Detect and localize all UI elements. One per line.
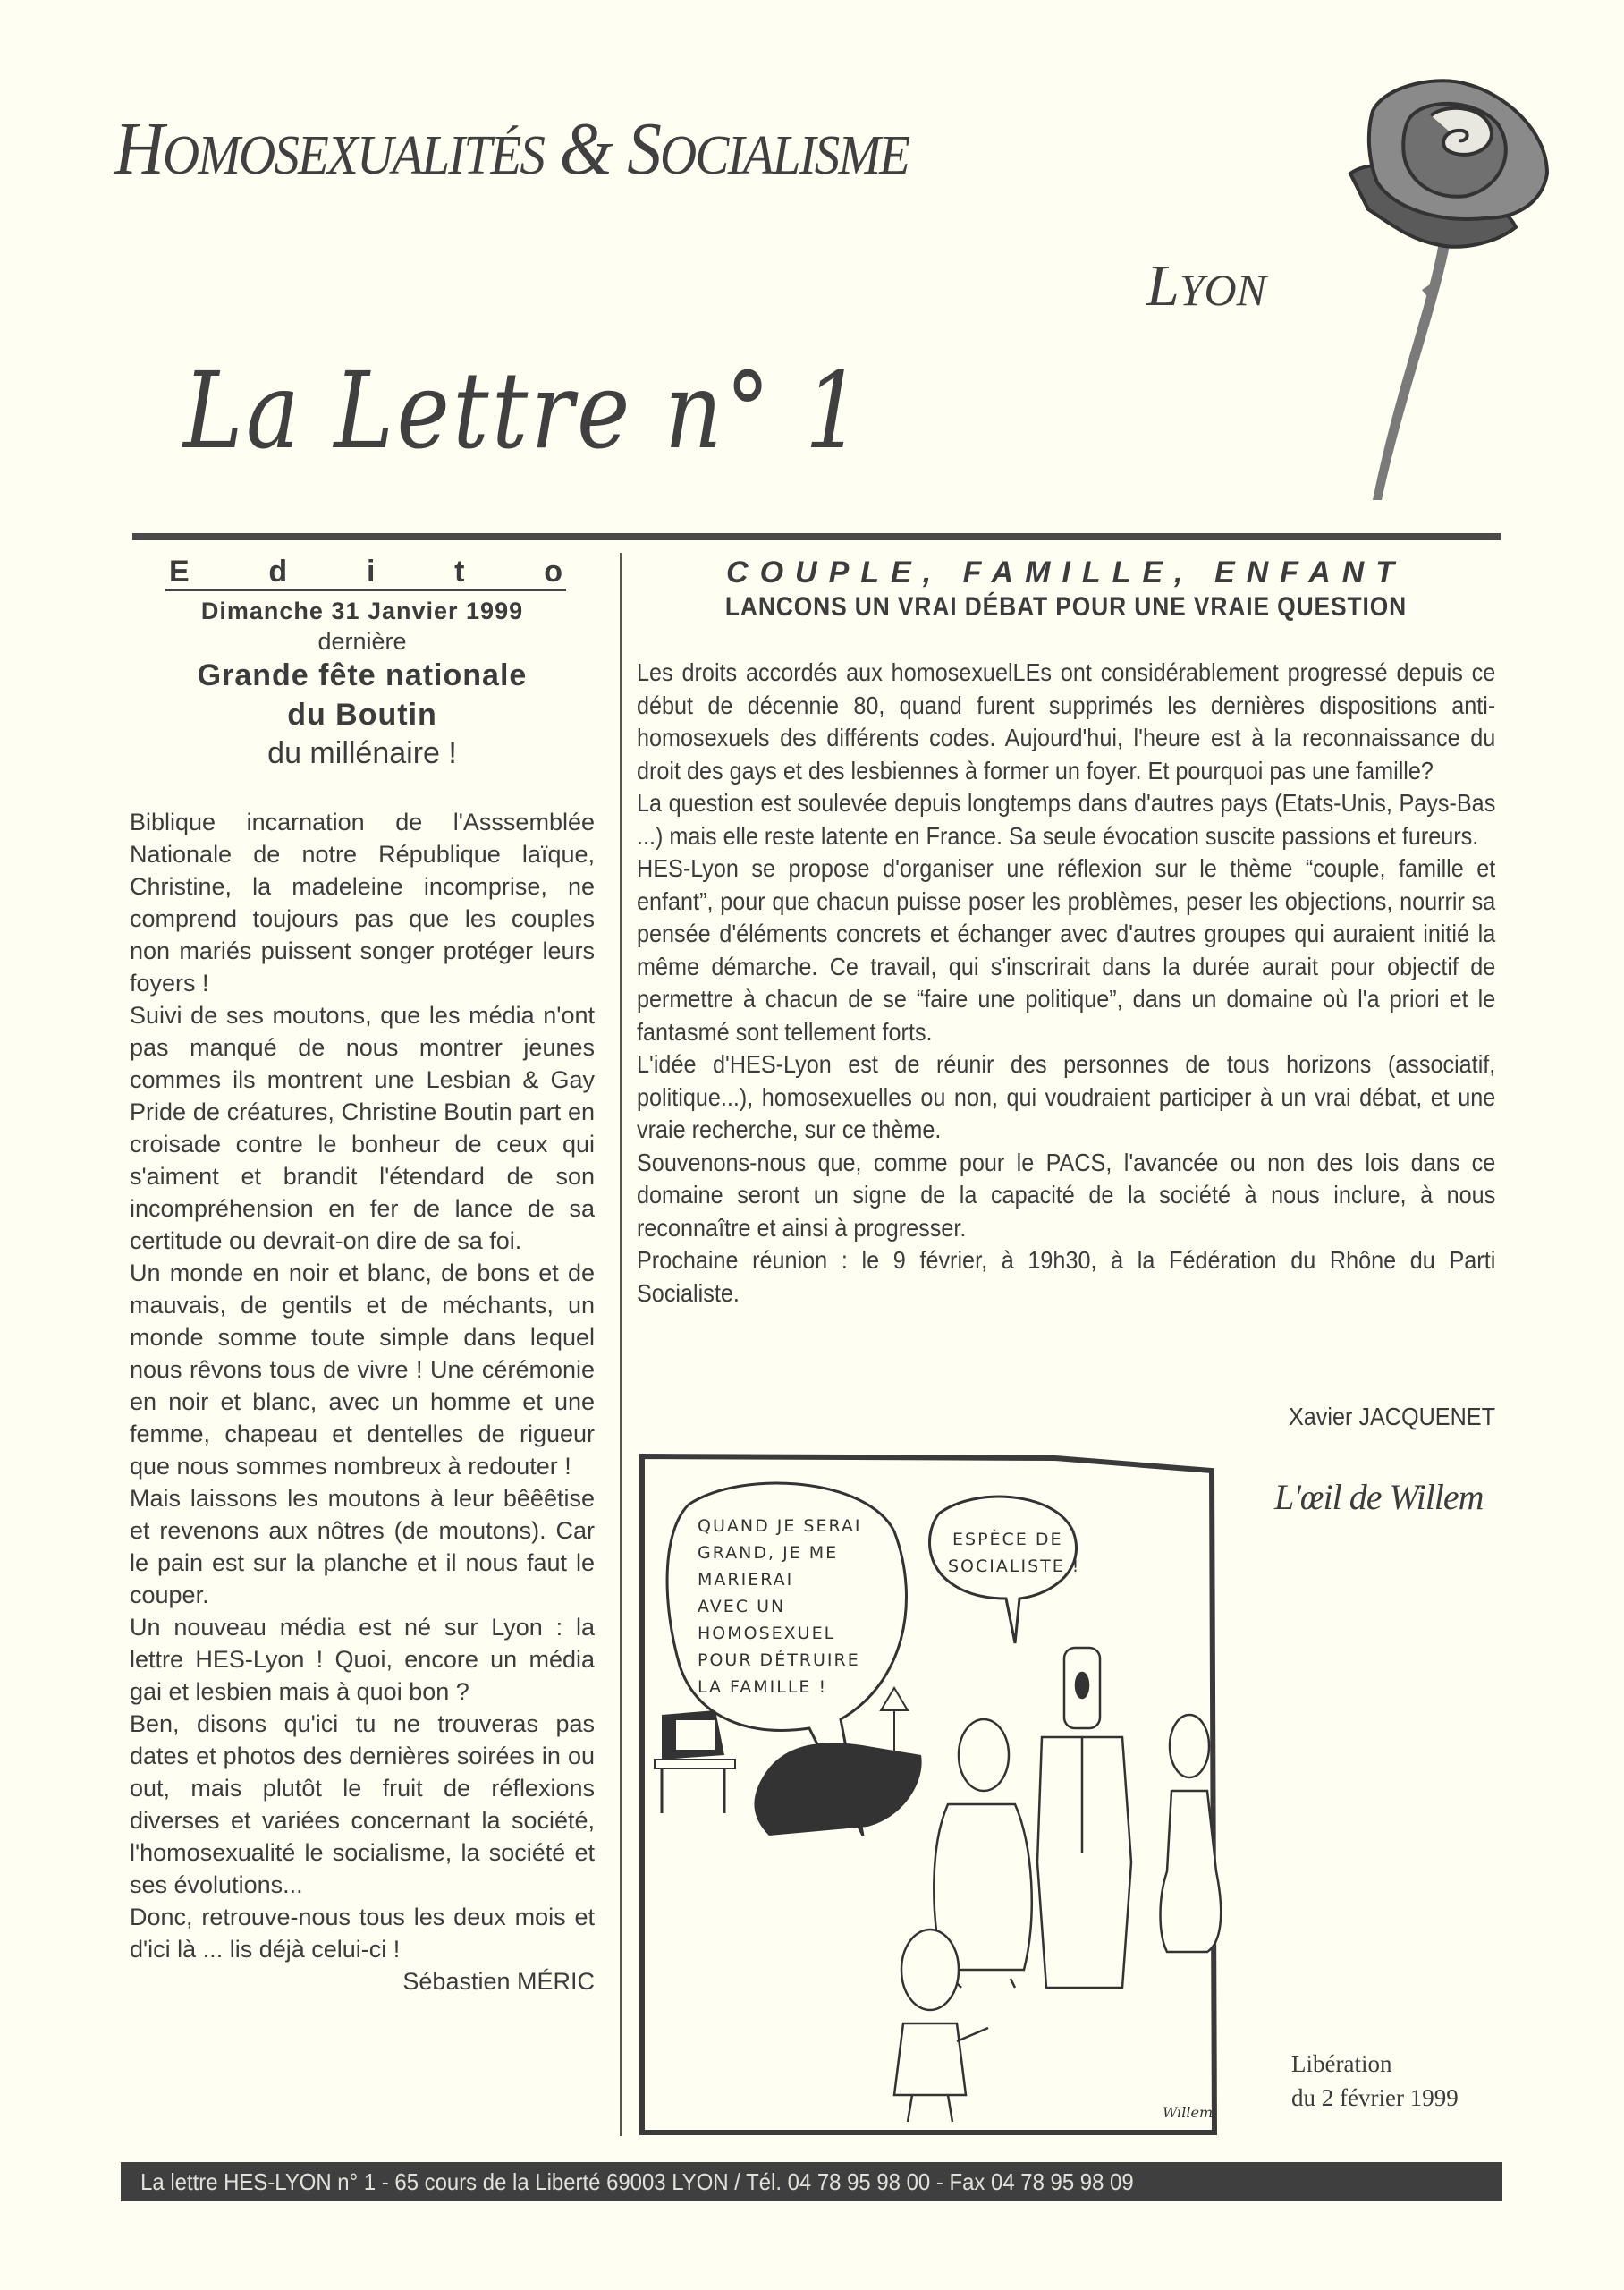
bubble-line: AVEC UN: [698, 1597, 786, 1616]
header-divider: [132, 533, 1501, 540]
edito-paragraph: Un monde en noir et blanc, de bons et de mauvais, de gentils et de méchants, un monde somme toute simple dans lequel nous rêvons tous de vivre ! Une cérémonie en noir et blanc, avec un homme et une femme, chapeau et dentelles de rigueur que nous sommes nombreux à redouter !: [130, 1260, 595, 1480]
bubble-line: POUR DÉTRUIRE: [698, 1650, 860, 1670]
bubble-line: HOMOSEXUEL: [698, 1624, 836, 1643]
father-figure: [1037, 1648, 1131, 1988]
bubble-line: ESPÈCE DE: [952, 1530, 1063, 1549]
edito-body: [130, 806, 595, 1965]
article-body: [637, 657, 1495, 1310]
footer-contact-bar: [121, 2162, 1502, 2201]
edito-letter: E: [169, 555, 190, 589]
title-word-homosexualites: OMOSEXUALITÉS: [162, 125, 545, 186]
title-initial: S: [627, 107, 661, 191]
edito-column: [130, 555, 595, 1997]
bubble-line: LA FAMILLE !: [698, 1677, 828, 1697]
lamp-icon: [881, 1688, 908, 1760]
edito-headline: [130, 656, 595, 734]
edito-date: Dimanche 31 Janvier 1999: [200, 598, 524, 624]
city-initial: L: [1146, 253, 1180, 318]
bubble-line: GRAND, JE ME: [698, 1543, 839, 1563]
article-paragraph: L'idée d'HES-Lyon est de réunir des personnes de tous horizons (associatif, politique...), homosexuelles ou non, qui voudraient participer à un vrai débat, et une vraie recherche, sur ce thème.: [637, 1050, 1496, 1143]
edito-label: [165, 555, 566, 591]
article-paragraph: Les droits accordés aux homosexuelLEs ont considérablement progressé depuis ce début de décennie 80, quand furent supprimés les dernières dispositions anti-homosexuels des différents codes. Aujourd'hui, l'heure est à la reconnaissance du droit des gays et des lesbiennes à former un foyer. Et pourquoi pas une famille?: [637, 658, 1496, 785]
artist-signature: Willem: [1163, 2104, 1214, 2121]
title-word-socialisme: OCIALISME: [660, 125, 909, 186]
edito-letter: t: [454, 555, 465, 589]
edito-paragraph: Un nouveau média est né sur Lyon : la lettre HES-Lyon ! Quoi, encore un média gai et lesbien mais à quoi bon ?: [130, 1614, 595, 1705]
title-initial: H: [114, 107, 163, 191]
article-kicker: COUPLE, FAMILLE, ENFANT: [726, 556, 1406, 589]
edito-letter: i: [366, 555, 376, 589]
article-title: LANCONS UN VRAI DÉBAT POUR UNE VRAIE QUESTION: [724, 592, 1408, 622]
tv-icon: [655, 1710, 735, 1813]
article-paragraph: Prochaine réunion : le 9 février, à 19h30, à la Fédération du Rhône du Parti Socialiste.: [637, 1246, 1496, 1307]
article-paragraph: HES-Lyon se propose d'organiser une réflexion sur le thème “couple, famille et enfant”, pour que chacun puisse poser les problèmes, peser les objections, nourrir sa pensée d'éléments concrets et échanger avec d'autres groupes qui auraient initié la même démarche. Ce travail, qui s'inscrirait dans la durée aurait pour objectif de permettre à chacun de se “faire une politique”, dans un domaine où l'a priori et le fantasmé sont tellement forts.: [637, 854, 1496, 1046]
footer-text: La lettre HES-LYON n° 1 - 65 cours de la Liberté 69003 LYON / Tél. 04 78 95 98 00 - Fax 04 78 95 98 09: [140, 2168, 1134, 2195]
article-paragraph: La question est soulevée depuis longtemps dans d'autres pays (Etats-Unis, Pays-Bas ...) mais elle reste latente en France. Sa seule évocation suscite passions et fureurs.: [637, 789, 1496, 850]
edito-letter: o: [544, 555, 562, 589]
article-paragraph: Souvenons-nous que, comme pour le PACS, l'avancée ou non des lois dans ce domaine seront un signe de la capacité de la société à nous inclure, à nous reconnaître et ainsi à progresser.: [637, 1148, 1496, 1242]
edito-paragraph: Ben, disons qu'ici tu ne trouveras pas dates et photos des dernières soirées in ou out, mais plutôt le fruit de réflexions diverses et variées concernant la société, l'homosexualité le socialisme, la société et ses évolutions...: [130, 1710, 595, 1898]
edito-paragraph: Mais laissons les moutons à leur bêêêtise et revenons aux nôtres (de moutons). Car le pain est sur la planche et il nous faut le couper.: [130, 1485, 595, 1608]
article-column: [637, 555, 1495, 1310]
source-publication: Libération: [1291, 2050, 1392, 2077]
cartoon-source: [1291, 2047, 1459, 2115]
sofa-icon: [754, 1743, 921, 1836]
edito-headline-line: du Boutin: [287, 698, 437, 732]
edito-author: Sébastien MÉRIC: [402, 1968, 595, 1995]
publication-title: [114, 106, 909, 192]
column-divider: [620, 553, 622, 2136]
rose-icon: [1332, 75, 1601, 513]
edito-subtitle: dernière: [317, 628, 407, 655]
source-date: du 2 février 1999: [1291, 2084, 1459, 2111]
title-ampersand: &: [544, 107, 628, 191]
edito-paragraph: Biblique incarnation de l'Asssemblée Nationale de notre République laïque, Christine, la madeleine incomprise, ne comprend toujours pas que les couples non mariés puissent songer protéger leurs foyers !: [130, 809, 595, 997]
article-author: Xavier JACQUENET: [1288, 1403, 1495, 1430]
edito-paragraph: Donc, retrouve-nous tous les deux mois et d'ici là ... lis déjà celui-ci !: [130, 1904, 595, 1963]
bubble-line: MARIERAI: [698, 1570, 794, 1590]
edito-letter: d: [268, 555, 288, 589]
cartoon-credit: L'œil de Willem: [1274, 1477, 1484, 1517]
rose-stem: [1373, 236, 1451, 500]
bubble-line: QUAND JE SERAI: [698, 1516, 862, 1536]
publication-city: [1146, 252, 1266, 320]
bubble-line: SOCIALISTE !: [948, 1556, 1081, 1576]
edito-paragraph: Suivi de ses moutons, que les média n'ont pas manqué de nous montrer jeunes commes ils montrent une Lesbian & Gay Pride de créatures, Christine Boutin part en croisade contre le bonheur de ceux qui s'aiment et brandit l'étendard de son incompréhension en fer de lance de sa certitude ou devrait-on dire de sa foi.: [130, 1002, 595, 1254]
edito-headline-line: Grande fête nationale: [197, 658, 528, 692]
edito-tagline: du millénaire !: [267, 736, 457, 770]
city-rest: YON: [1179, 265, 1266, 315]
issue-title: La Lettre n° 1: [183, 349, 866, 472]
cartoon-illustration: [635, 1451, 1225, 2138]
